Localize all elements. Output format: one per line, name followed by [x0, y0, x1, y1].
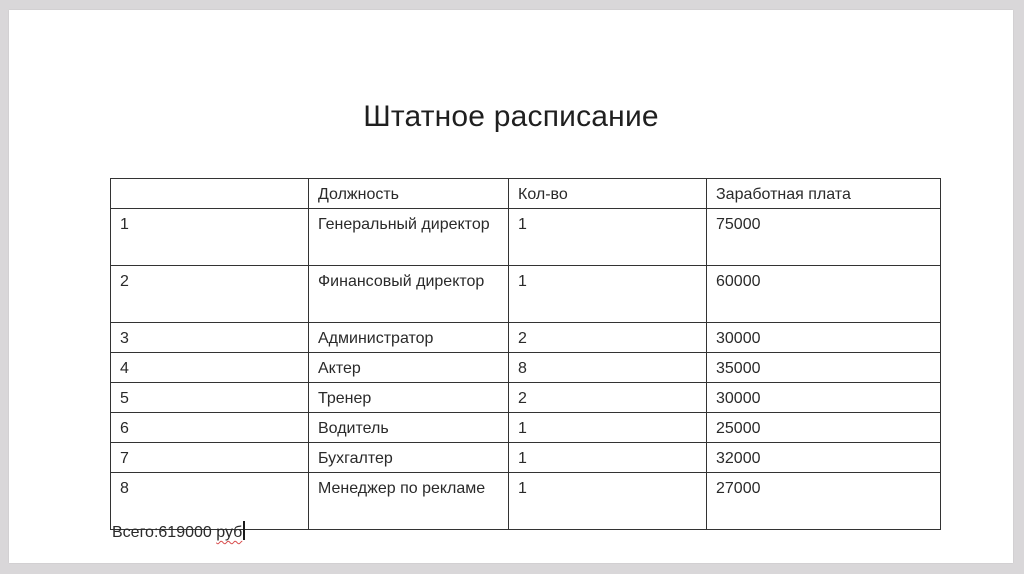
cell-quantity: 8	[509, 353, 707, 383]
cell-salary: 27000	[707, 473, 941, 530]
cell-number: 2	[111, 266, 309, 323]
cell-position: Бухгалтер	[309, 443, 509, 473]
cell-position: Генеральный директор	[309, 209, 509, 266]
cell-number: 4	[111, 353, 309, 383]
cell-position: Актер	[309, 353, 509, 383]
total-currency: руб	[216, 524, 243, 541]
cell-quantity: 1	[509, 209, 707, 266]
table-row	[111, 353, 941, 383]
header-cell-quantity: Кол-во	[509, 179, 707, 209]
table-row	[111, 209, 941, 266]
cell-number: 1	[111, 209, 309, 266]
cell-quantity: 1	[509, 473, 707, 530]
cell-position: Водитель	[309, 413, 509, 443]
cell-salary: 60000	[707, 266, 941, 323]
header-cell-number	[111, 179, 309, 209]
cell-salary: 30000	[707, 383, 941, 413]
slide	[9, 10, 1013, 563]
total-line	[112, 521, 245, 542]
cell-number: 3	[111, 323, 309, 353]
table-header-row	[111, 179, 941, 209]
cell-number: 7	[111, 443, 309, 473]
cell-salary: 30000	[707, 323, 941, 353]
table-row	[111, 323, 941, 353]
text-cursor	[243, 521, 245, 540]
header-cell-salary: Заработная плата	[707, 179, 941, 209]
cell-position: Администратор	[309, 323, 509, 353]
cell-quantity: 2	[509, 323, 707, 353]
cell-salary: 35000	[707, 353, 941, 383]
cell-salary: 75000	[707, 209, 941, 266]
staff-table	[110, 178, 941, 530]
cell-quantity: 2	[509, 383, 707, 413]
slide-title: Штатное расписание	[363, 100, 659, 133]
cell-quantity: 1	[509, 266, 707, 323]
cell-quantity: 1	[509, 413, 707, 443]
cell-position: Менеджер по рекламе	[309, 473, 509, 530]
header-cell-position: Должность	[309, 179, 509, 209]
cell-number: 5	[111, 383, 309, 413]
table-row	[111, 383, 941, 413]
total-label: Всего:619000	[112, 524, 217, 541]
cell-number: 8	[111, 473, 309, 530]
cell-quantity: 1	[509, 443, 707, 473]
cell-salary: 25000	[707, 413, 941, 443]
cell-position: Тренер	[309, 383, 509, 413]
cell-number: 6	[111, 413, 309, 443]
cell-salary: 32000	[707, 443, 941, 473]
table-row	[111, 413, 941, 443]
table-row	[111, 266, 941, 323]
table-row	[111, 443, 941, 473]
cell-position: Финансовый директор	[309, 266, 509, 323]
